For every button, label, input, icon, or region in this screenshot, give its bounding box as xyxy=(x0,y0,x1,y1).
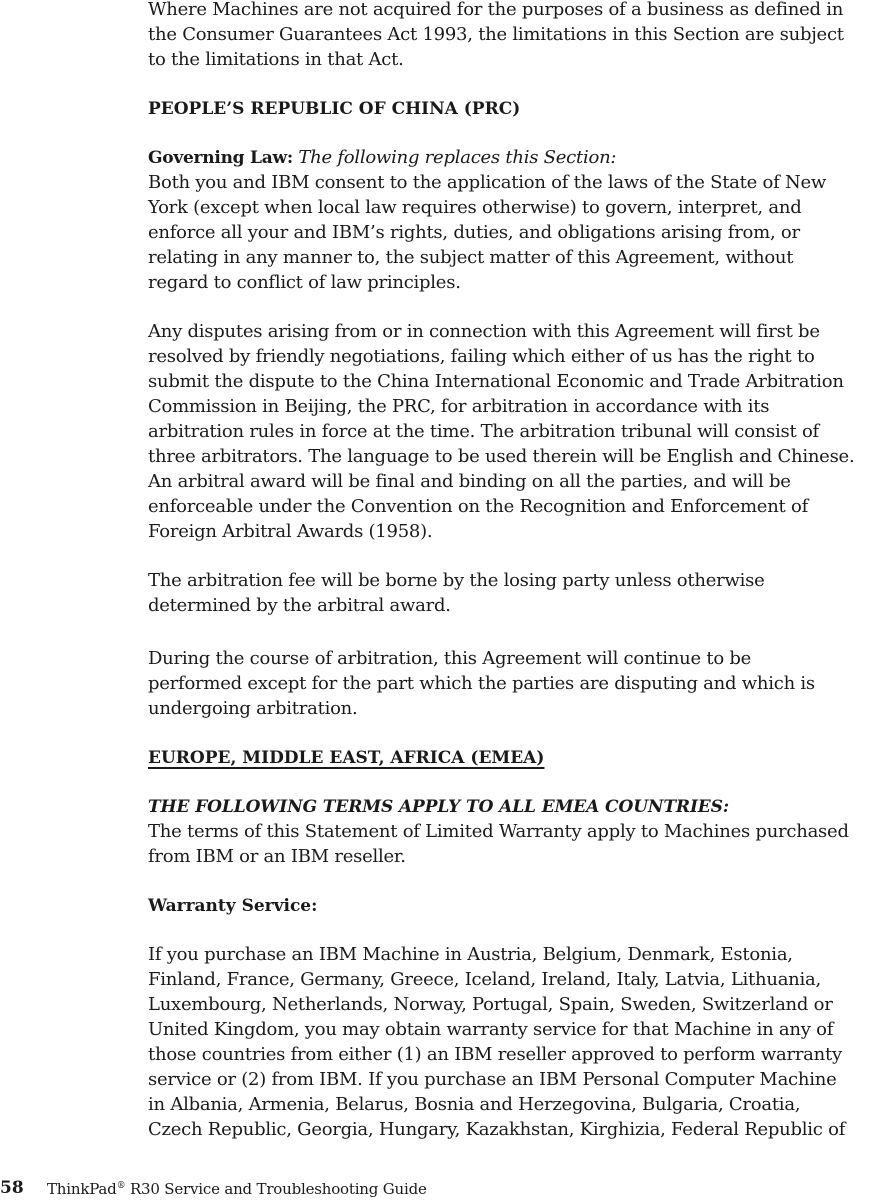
intro-line: to the limitations in that Act. xyxy=(148,49,404,70)
intro-line: the Consumer Guarantees Act 1993, the limitations in this Section are subject xyxy=(148,24,844,45)
footer-title xyxy=(47,1178,427,1200)
emea-para2-line: Finland, France, Germany, Greece, Iceland, Ireland, Italy, Latvia, Lithuania, xyxy=(148,969,821,990)
emea-heading: EUROPE, MIDDLE EAST, AFRICA (EMEA) xyxy=(148,748,545,768)
emea-para2-line: Luxembourg, Netherlands, Norway, Portugal, Spain, Sweden, Switzerland or xyxy=(148,994,833,1015)
governing-law-note: The following replaces this Section: xyxy=(298,147,617,168)
prc-heading: PEOPLE’S REPUBLIC OF CHINA (PRC) xyxy=(148,99,521,119)
prc-para2-line: An arbitral award will be final and binding on all the parties, and will be xyxy=(148,471,791,492)
prc-para4-line: performed except for the part which the parties are disputing and which is xyxy=(148,673,815,694)
footer-title-rest: R30 Service and Troubleshooting Guide xyxy=(125,1180,427,1198)
emea-para2-line: If you purchase an IBM Machine in Austria, Belgium, Denmark, Estonia, xyxy=(148,944,793,965)
prc-para4-line: During the course of arbitration, this Agreement will continue to be xyxy=(148,648,752,669)
governing-law-label: Governing Law: xyxy=(148,148,293,168)
footer-brand: ThinkPad xyxy=(47,1180,117,1198)
prc-para2-line: three arbitrators. The language to be used therein will be English and Chinese. xyxy=(148,446,855,467)
prc-para2-line: enforceable under the Convention on the Recognition and Enforcement of xyxy=(148,496,809,517)
prc-para1-line: regard to conflict of law principles. xyxy=(148,272,461,293)
emea-para2-line: Czech Republic, Georgia, Hungary, Kazakhstan, Kirghizia, Federal Republic of xyxy=(148,1119,846,1140)
warranty-service-heading: Warranty Service: xyxy=(148,896,318,916)
prc-para2-line: Any disputes arising from or in connection with this Agreement will first be xyxy=(148,321,820,342)
emea-subheading: THE FOLLOWING TERMS APPLY TO ALL EMEA COUNTRIES: xyxy=(148,797,730,817)
governing-law-line xyxy=(148,145,616,171)
prc-para2-line: submit the dispute to the China International Economic and Trade Arbitration xyxy=(148,371,844,392)
emea-para2-line: United Kingdom, you may obtain warranty service for that Machine in any of xyxy=(148,1019,834,1040)
prc-para3-line: determined by the arbitral award. xyxy=(148,595,451,616)
emea-para2-line: those countries from either (1) an IBM reseller approved to perform warranty xyxy=(148,1044,842,1065)
prc-para1-line: enforce all your and IBM’s rights, duties, and obligations arising from, or xyxy=(148,222,800,243)
prc-para2-line: resolved by friendly negotiations, failing which either of us has the right to xyxy=(148,346,815,367)
page-footer xyxy=(0,1176,887,1200)
emea-para1-line: from IBM or an IBM reseller. xyxy=(148,846,406,867)
emea-para1-line: The terms of this Statement of Limited Warranty apply to Machines purchased xyxy=(148,821,849,842)
prc-para1-line: Both you and IBM consent to the application of the laws of the State of New xyxy=(148,172,827,193)
prc-para2-line: Foreign Arbitral Awards (1958). xyxy=(148,521,433,542)
prc-para2-line: Commission in Beijing, the PRC, for arbitration in accordance with its xyxy=(148,396,770,417)
page-number: 58 xyxy=(0,1178,24,1198)
registered-mark: ® xyxy=(116,1181,126,1191)
intro-line: Where Machines are not acquired for the purposes of a business as defined in xyxy=(148,0,844,20)
emea-para2-line: service or (2) from IBM. If you purchase an IBM Personal Computer Machine xyxy=(148,1069,837,1090)
prc-para2-line: arbitration rules in force at the time. The arbitration tribunal will consist of xyxy=(148,421,819,442)
prc-para1-line: York (except when local law requires otherwise) to govern, interpret, and xyxy=(148,197,802,218)
prc-para1-line: relating in any manner to, the subject matter of this Agreement, without xyxy=(148,247,794,268)
prc-para3-line: The arbitration fee will be borne by the losing party unless otherwise xyxy=(148,570,765,591)
prc-para4-line: undergoing arbitration. xyxy=(148,698,358,719)
emea-para2-line: in Albania, Armenia, Belarus, Bosnia and Herzegovina, Bulgaria, Croatia, xyxy=(148,1094,801,1115)
document-page xyxy=(148,0,887,1204)
